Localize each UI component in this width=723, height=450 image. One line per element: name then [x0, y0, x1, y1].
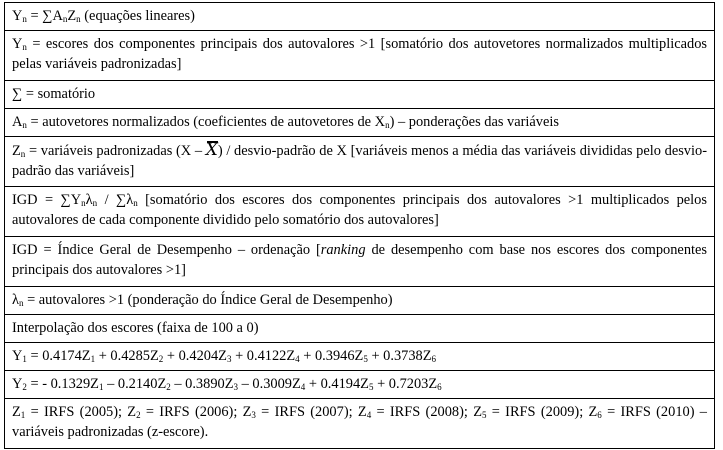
linear-equations-cell: $Y_n = \sum A_nZ_n$ (equações lineares) — [5, 3, 715, 31]
table-row — [5, 109, 715, 137]
table-row — [5, 3, 715, 31]
interpolation-cell: Interpolação dos escores (faixa de 100 a 0) — [5, 315, 715, 343]
table-row — [5, 371, 715, 399]
table-row — [5, 343, 715, 371]
sum-definition-cell: ∑ = somatório — [5, 81, 715, 109]
formula-legend-table — [4, 2, 715, 449]
table-row — [5, 187, 715, 237]
igd-definition-cell: IGD = Índice Geral de Desempenho – ordenação [ranking de desempenho com base nos escores dos componentes principais dos autovalores >1] — [5, 237, 715, 287]
table-row — [5, 315, 715, 343]
yn-definition-cell: $Y_n$ = escores dos componentes principais dos autovalores >1 [somatório dos autovetores normalizados multiplicados pelas variáveis padronizadas] — [5, 31, 715, 81]
y2-equation-cell: $Y_2$ = - $0.1329Z_1 - 0.2140Z_2 - 0.3890Z_3 - 0.3009Z_4 + 0.4194Z_5 + 0.7203Z_6$ — [5, 371, 715, 399]
y1-equation-cell: $Y_1 = 0.4174Z_1 + 0.4285Z_2 + 0.4204Z_3 + 0.4122Z_4 + 0.3946Z_5 + 0.3738Z_6$ — [5, 343, 715, 371]
table-row — [5, 399, 715, 449]
table-row — [5, 137, 715, 187]
igd-formula-cell: IGD = $\sum Y_n\lambda_n / \sum\lambda_n$ [somatório dos escores dos componentes principais dos autovalores >1 multiplicados pelos autovalores de cada componente dividido pelo somatório dos autovalores] — [5, 187, 715, 237]
zn-definition-cell: $Z_n$ = variáveis padronizadas (X – X) / desvio-padrão de X [variáveis menos a média das variáveis divididas pelo desvio-padrão das variáveis] — [5, 137, 715, 187]
table-row — [5, 81, 715, 109]
table-row — [5, 287, 715, 315]
lambda-definition-cell: $\lambda_n$ = autovalores >1 (ponderação do Índice Geral de Desempenho) — [5, 287, 715, 315]
table-row — [5, 31, 715, 81]
z-variables-cell: $Z_1$ = IRFS (2005); $Z_2$ = IRFS (2006); $Z_3$ = IRFS (2007); $Z_4$ = IRFS (2008); $Z_5$ = IRFS (2009); $Z_6$ = IRFS (2010) – variáveis padronizadas (z-escore). — [5, 399, 715, 449]
table-row — [5, 237, 715, 287]
an-definition-cell: $A_n$ = autovetores normalizados (coeficientes de autovetores de $X_n$) – ponderações das variáveis — [5, 109, 715, 137]
